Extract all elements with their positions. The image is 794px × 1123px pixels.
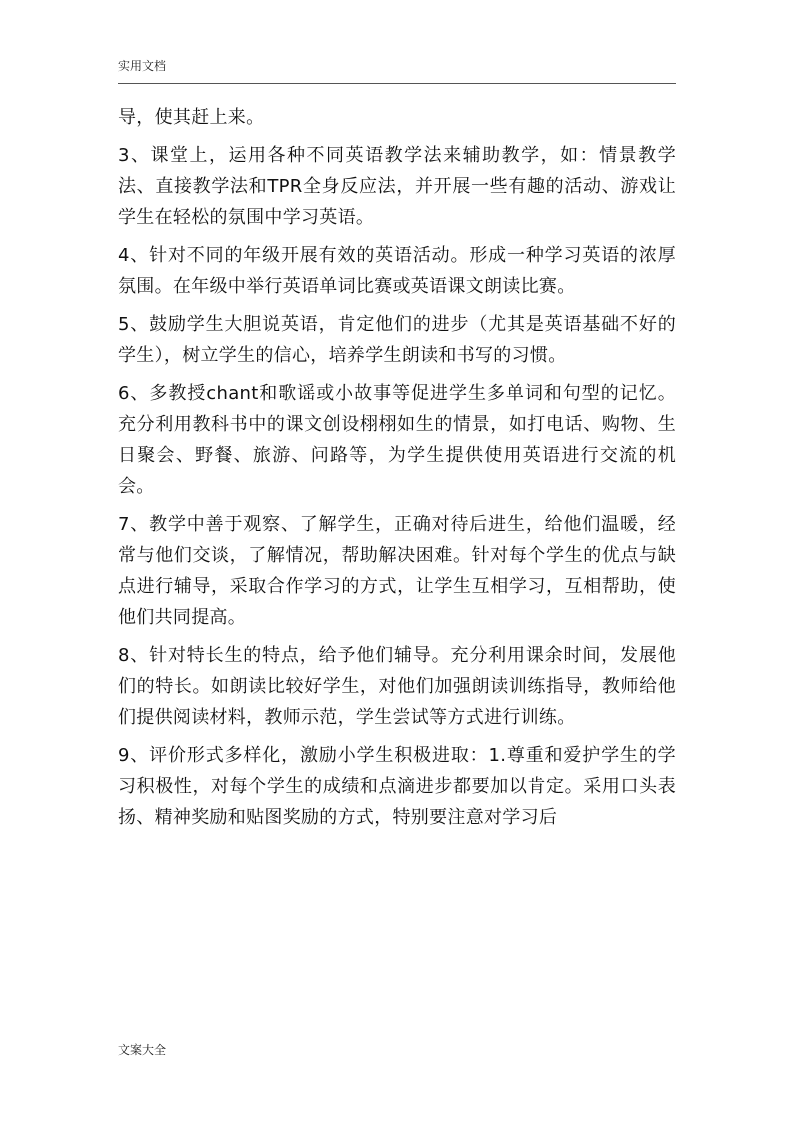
paragraph-item-5: 5、鼓励学生大胆说英语，肯定他们的进步（尤其是英语基础不好的学生），树立学生的信心，培养学生朗读和书写的习惯。 — [118, 314, 676, 366]
paragraph-item-9: 9、评价形式多样化，激励小学生积极进取：1.尊重和爱护学生的学习积极性，对每个学生的成绩和点滴进步都要加以肯定。采用口头表扬、精神奖励和贴图奖励的方式，特别要注意对学习后 — [118, 745, 676, 828]
page-footer-label: 文案大全 — [118, 1043, 167, 1057]
paragraph-item-6: 6、多教授chant和歌谣或小故事等促进学生多单词和句型的记忆。充分利用教科书中的课文创设栩栩如生的情景，如打电话、购物、生日聚会、野餐、旅游、问路等，为学生提供使用英语进行交流的机会。 — [118, 383, 676, 497]
document-body — [118, 102, 676, 833]
paragraph-item-8: 8、针对特长生的特点，给予他们辅导。充分利用课余时间，发展他们的特长。如朗读比较好学生，对他们加强朗读训练指导，教师给他们提供阅读材料，教师示范，学生尝试等方式进行训练。 — [118, 645, 676, 728]
page-header-label: 实用文档 — [118, 59, 167, 73]
paragraph-item-3: 3、课堂上，运用各种不同英语教学法来辅助教学，如：情景教学法、直接教学法和TPR全身反应法，并开展一些有趣的活动、游戏让学生在轻松的氛围中学习英语。 — [118, 145, 676, 228]
paragraph-item-4: 4、针对不同的年级开展有效的英语活动。形成一种学习英语的浓厚氛围。在年级中举行英语单词比赛或英语课文朗读比赛。 — [118, 245, 676, 297]
paragraph-item-7: 7、教学中善于观察、了解学生，正确对待后进生，给他们温暖，经常与他们交谈，了解情况，帮助解决困难。针对每个学生的优点与缺点进行辅导，采取合作学习的方式，让学生互相学习，互相帮助，使他们共同提高。 — [118, 514, 676, 628]
paragraph-continuation: 导，使其赶上来。 — [118, 107, 265, 128]
header-divider — [118, 83, 676, 84]
